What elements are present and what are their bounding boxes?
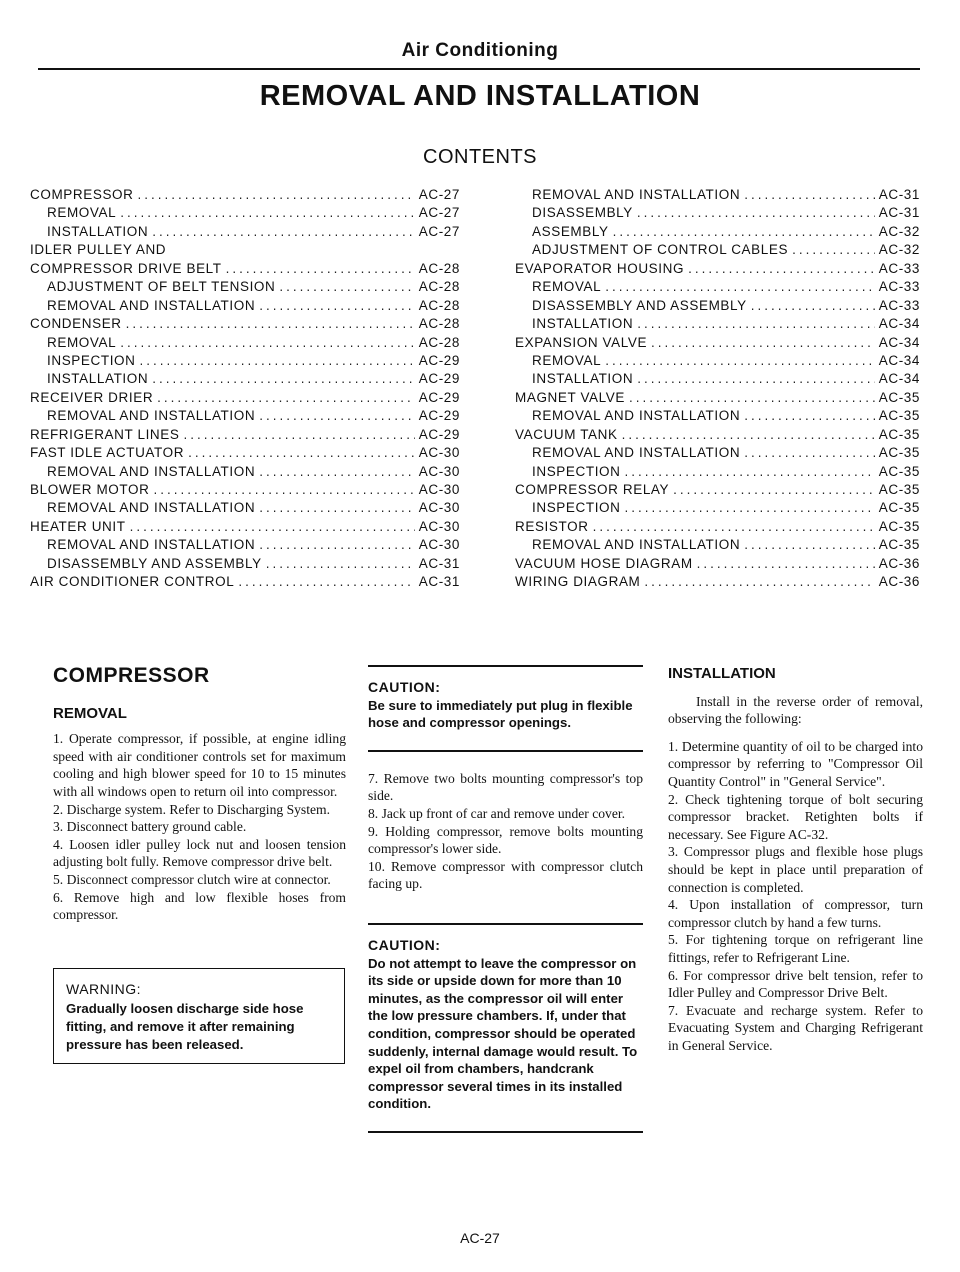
toc-entry-label: COMPRESSOR RELAY xyxy=(515,482,670,497)
toc-entry-page: AC-28 xyxy=(418,297,460,313)
toc-entry-page: AC-35 xyxy=(878,482,920,497)
toc-leader-dots xyxy=(226,261,415,276)
removal-step: 2. Discharge system. Refer to Discharging System. xyxy=(53,801,330,817)
toc-entry-page: AC-28 xyxy=(418,260,460,276)
toc-entry-page: AC-31 xyxy=(418,574,460,590)
toc-entry xyxy=(30,279,460,297)
toc-entry-label: RECEIVER DRIER xyxy=(30,389,154,405)
toc-entry-page: AC-35 xyxy=(878,463,920,479)
toc-leader-dots xyxy=(138,187,415,202)
toc-leader-dots xyxy=(622,427,875,442)
toc-entry-page: AC-34 xyxy=(878,334,920,350)
toc-entry xyxy=(30,445,460,463)
toc-entry xyxy=(30,224,460,242)
installation-intro: Install in the reverse order of removal, observing the following: xyxy=(668,693,923,727)
toc-leader-dots xyxy=(279,279,414,294)
toc-entry xyxy=(30,427,460,445)
toc-leader-dots xyxy=(605,353,875,368)
toc-entry xyxy=(30,261,460,279)
toc-leader-dots xyxy=(613,224,875,239)
caution-rule-bottom xyxy=(368,1131,643,1133)
caution-text: Be sure to immediately put plug in flexible hose and compressor openings. xyxy=(368,697,633,731)
toc-entry-label: DISASSEMBLY xyxy=(532,205,633,221)
toc-leader-dots xyxy=(259,537,415,552)
toc-entry-label: INSPECTION xyxy=(47,352,136,368)
caution-rule-top xyxy=(368,665,643,667)
toc-entry-page: AC-35 xyxy=(878,537,920,553)
toc-entry xyxy=(515,408,920,426)
toc-entry-page: AC-30 xyxy=(418,445,460,461)
toc-entry-label: DISASSEMBLY AND ASSEMBLY xyxy=(532,297,747,313)
removal-step: 8. Jack up front of car and remove under cover. xyxy=(368,805,626,821)
toc-leader-dots xyxy=(744,187,875,202)
toc-entry-label: REMOVAL AND INSTALLATION xyxy=(532,187,741,202)
installation-step: 5. For tightening torque on refrigerant line fittings, refer to Refrigerant Line. xyxy=(668,932,923,965)
toc-entry xyxy=(515,500,920,518)
page-title: REMOVAL AND INSTALLATION xyxy=(259,80,701,112)
toc-entry xyxy=(515,482,920,500)
toc-entry-label: COMPRESSOR xyxy=(30,187,134,202)
toc-entry-page: AC-29 xyxy=(418,408,460,424)
toc-entry-page: AC-29 xyxy=(418,426,460,442)
toc-entry xyxy=(515,464,920,482)
toc-entry xyxy=(30,464,460,482)
toc-entry xyxy=(30,482,460,500)
toc-entry xyxy=(515,205,920,223)
removal-step: 3. Disconnect battery ground cable. xyxy=(53,819,247,835)
toc-entry-label: MAGNET VALVE xyxy=(515,389,625,405)
toc-leader-dots xyxy=(792,242,875,257)
toc-entry-label: INSPECTION xyxy=(532,500,621,516)
toc-entry-page: AC-30 xyxy=(418,463,460,479)
toc-leader-dots xyxy=(744,408,875,423)
header-divider xyxy=(38,68,920,70)
removal-heading: REMOVAL xyxy=(53,704,127,722)
toc-entry-label: ADJUSTMENT OF BELT TENSION xyxy=(47,279,276,295)
body-column-1 xyxy=(53,665,346,1064)
toc-leader-dots xyxy=(140,353,415,368)
toc-entry-page: AC-36 xyxy=(878,555,920,571)
toc-entry xyxy=(515,445,920,463)
toc-entry-page: AC-33 xyxy=(878,297,920,313)
toc-entry-page: AC-35 xyxy=(878,389,920,405)
page-number: AC-27 xyxy=(460,1230,500,1246)
toc-entry xyxy=(30,390,460,408)
installation-step: 2. Check tightening torque of bolt securing compressor bracket. Retighten bolts if necessary. See Figure AC-32. xyxy=(668,791,923,842)
toc-entry xyxy=(30,205,460,223)
toc-entry xyxy=(515,279,920,297)
toc-entry-label: REMOVAL xyxy=(532,352,602,368)
section-title: Air Conditioning xyxy=(401,40,559,61)
toc-entry xyxy=(30,316,460,334)
toc-entry xyxy=(30,371,460,389)
toc-entry-label: ADJUSTMENT OF CONTROL CABLES xyxy=(532,242,789,258)
toc-entry-label: REMOVAL AND INSTALLATION xyxy=(47,500,256,516)
toc-leader-dots xyxy=(697,556,875,571)
toc-entry-page: AC-31 xyxy=(878,205,920,221)
toc-entry xyxy=(515,242,920,260)
toc-entry-label: ASSEMBLY xyxy=(532,223,609,239)
removal-step: 9. Holding compressor, remove bolts mounting compressor's lower side. xyxy=(368,823,643,857)
toc-entry-page: AC-30 xyxy=(418,537,460,553)
toc-right-column xyxy=(515,187,920,593)
removal-step: 5. Disconnect compressor clutch wire at connector. xyxy=(53,871,331,887)
body-column-3 xyxy=(668,665,923,1054)
caution-title: CAUTION: xyxy=(368,936,441,953)
installation-step: 1. Determine quantity of oil to be charged into compressor by referring to "Compressor Oil Quantity Control" in "General Service". xyxy=(668,738,923,789)
toc-entry-page: AC-31 xyxy=(878,187,920,202)
toc-entry-page: AC-35 xyxy=(878,445,920,461)
toc-entry xyxy=(30,500,460,518)
toc-entry-page: AC-28 xyxy=(418,334,460,350)
toc-leader-dots xyxy=(625,500,875,515)
toc-entry xyxy=(30,537,460,555)
toc-leader-dots xyxy=(751,298,875,313)
toc-leader-dots xyxy=(188,445,415,460)
toc-entry-page: AC-29 xyxy=(418,371,460,387)
toc-entry xyxy=(515,537,920,555)
toc-entry-page: AC-30 xyxy=(418,518,460,534)
toc-leader-dots xyxy=(157,390,415,405)
toc-leader-dots xyxy=(120,335,415,350)
toc-leader-dots xyxy=(593,519,875,534)
toc-entry-page: AC-35 xyxy=(878,408,920,424)
toc-leader-dots xyxy=(605,279,875,294)
toc-entry-page: AC-34 xyxy=(878,316,920,332)
caution-title: CAUTION: xyxy=(368,679,441,695)
toc-entry-page: AC-28 xyxy=(418,316,460,332)
toc-entry-label: AIR CONDITIONER CONTROL xyxy=(30,574,235,590)
toc-entry xyxy=(30,556,460,574)
toc-leader-dots xyxy=(688,261,875,276)
toc-entry-label: REMOVAL AND INSTALLATION xyxy=(532,408,741,424)
toc-entry-page: AC-30 xyxy=(418,500,460,516)
toc-leader-dots xyxy=(673,482,875,497)
toc-entry-label: INSPECTION xyxy=(532,463,621,479)
toc-entry-page: AC-32 xyxy=(878,223,920,239)
toc-leader-dots xyxy=(625,464,875,479)
toc-leader-dots xyxy=(152,371,415,386)
toc-entry-label: WIRING DIAGRAM xyxy=(515,574,641,590)
warning-box xyxy=(53,968,345,1064)
toc-entry xyxy=(515,353,920,371)
toc-entry-page: AC-29 xyxy=(418,389,460,405)
warning-title: WARNING: xyxy=(66,980,142,997)
toc-leader-dots xyxy=(266,556,415,571)
toc-leader-dots xyxy=(644,574,874,589)
toc-entry-page: AC-27 xyxy=(418,187,460,202)
toc-entry-label: REMOVAL AND INSTALLATION xyxy=(47,537,256,553)
toc-entry-page: AC-35 xyxy=(878,518,920,534)
toc-entry-label: REMOVAL xyxy=(532,279,602,295)
toc-leader-dots xyxy=(120,205,415,220)
toc-leader-dots xyxy=(637,205,875,220)
toc-entry-label: REMOVAL AND INSTALLATION xyxy=(532,537,741,553)
body-column-2 xyxy=(368,665,643,1133)
toc-leader-dots xyxy=(637,316,875,331)
toc-leader-dots xyxy=(651,335,875,350)
toc-entry xyxy=(30,574,460,592)
caution-rule-top xyxy=(368,923,643,925)
toc-leader-dots xyxy=(130,519,415,534)
toc-entry-label: INSTALLATION xyxy=(532,371,634,387)
removal-step: 4. Loosen idler pulley lock nut and loosen tension adjusting bolt fully. Remove compressor drive belt. xyxy=(53,836,346,870)
toc-entry-label: REMOVAL xyxy=(47,205,117,221)
toc-entry xyxy=(30,298,460,316)
toc-leader-dots xyxy=(259,500,415,515)
removal-step: 6. Remove high and low flexible hoses from compressor. xyxy=(53,889,346,923)
toc-entry-label: INSTALLATION xyxy=(47,223,149,239)
toc-entry-page: AC-32 xyxy=(878,242,920,258)
toc-leader-dots xyxy=(183,427,414,442)
toc-entry xyxy=(515,298,920,316)
warning-text: Gradually loosen discharge side hose fitting, and remove it after remaining pressure has been released. xyxy=(66,1001,304,1052)
toc-entry xyxy=(515,390,920,408)
toc-entry-label: REMOVAL AND INSTALLATION xyxy=(47,408,256,424)
toc-entry-label: INSTALLATION xyxy=(47,371,149,387)
toc-entry xyxy=(515,187,920,205)
toc-entry-label: HEATER UNIT xyxy=(30,518,126,534)
toc-entry-label: CONDENSER xyxy=(30,316,122,332)
toc-leader-dots xyxy=(629,390,875,405)
toc-entry xyxy=(30,408,460,426)
toc-entry xyxy=(30,335,460,353)
toc-entry xyxy=(515,427,920,445)
toc-entry-page: AC-33 xyxy=(878,260,920,276)
caution-text: Do not attempt to leave the compressor on its side or upside down for more than 10 minutes, as the compressor oil will enter the low pressure chambers. If, under that condition, compressor should be operated suddenly, internal damage would result. To expel oil from chambers, handcrank compressor several times in its installed condition. xyxy=(368,955,638,1112)
toc-entry-page: AC-34 xyxy=(878,371,920,387)
toc-entry xyxy=(515,261,920,279)
toc-entry-label: BLOWER MOTOR xyxy=(30,482,150,497)
toc-leader-dots xyxy=(152,224,415,239)
toc-entry-page: AC-34 xyxy=(878,352,920,368)
toc-entry-page: AC-35 xyxy=(878,426,920,442)
toc-entry-page: AC-30 xyxy=(418,482,460,497)
toc-entry-page: AC-31 xyxy=(418,555,460,571)
toc-entry xyxy=(515,335,920,353)
removal-step: 1. Operate compressor, if possible, at engine idling speed with air conditioner controls set for maximum cooling and high blower speed for 10 to 15 minutes with all windows open to return oil into compressor. xyxy=(53,731,346,799)
toc-leader-dots xyxy=(259,408,415,423)
toc-entry-label: FAST IDLE ACTUATOR xyxy=(30,445,185,461)
installation-step: 4. Upon installation of compressor, turn compressor clutch by hand a few turns. xyxy=(668,897,923,930)
toc-entry-label: REMOVAL AND INSTALLATION xyxy=(47,463,256,479)
toc-entry-page: AC-28 xyxy=(418,279,460,295)
toc-entry xyxy=(515,371,920,389)
toc-entry xyxy=(30,187,460,205)
installation-step: 6. For compressor drive belt tension, refer to Idler Pulley and Compressor Drive Belt. xyxy=(668,967,923,1001)
toc-entry xyxy=(515,519,920,537)
removal-step: 10. Remove compressor with compressor clutch facing up. xyxy=(368,858,643,892)
installation-step: 3. Compressor plugs and flexible hose plugs should be kept in place until preparation of connection is completed. xyxy=(668,844,923,895)
toc-entry-label: COMPRESSOR DRIVE BELT xyxy=(30,260,222,276)
caution-rule-bottom xyxy=(368,750,643,752)
compressor-heading: COMPRESSOR xyxy=(53,664,210,687)
installation-step: 7. Evacuate and recharge system. Refer to Evacuating System and Charging Refrigerant in General Service. xyxy=(668,1002,923,1053)
toc-entry-label: REMOVAL xyxy=(47,334,117,350)
toc-leader-dots xyxy=(744,537,875,552)
toc-entry xyxy=(30,242,460,260)
toc-entry-label: VACUUM TANK xyxy=(515,426,618,442)
toc-leader-dots xyxy=(744,445,875,460)
toc-entry-page: AC-29 xyxy=(418,352,460,368)
toc-entry-label: IDLER PULLEY AND xyxy=(30,242,167,258)
toc-entry-page: AC-36 xyxy=(878,574,920,590)
toc-leader-dots xyxy=(126,316,415,331)
installation-heading: INSTALLATION xyxy=(668,665,776,682)
toc-entry-page: AC-27 xyxy=(418,205,460,221)
toc-entry-label: DISASSEMBLY AND ASSEMBLY xyxy=(47,555,262,571)
toc-left-column xyxy=(30,187,460,593)
toc-entry-label: REFRIGERANT LINES xyxy=(30,426,180,442)
removal-step: 7. Remove two bolts mounting compressor's top side. xyxy=(368,770,643,804)
toc-entry-label: EVAPORATOR HOUSING xyxy=(515,260,685,276)
toc-entry-label: REMOVAL AND INSTALLATION xyxy=(532,445,741,461)
toc-leader-dots xyxy=(637,371,875,386)
toc-entry xyxy=(30,353,460,371)
toc-entry-label: INSTALLATION xyxy=(532,316,634,332)
toc-entry-label: RESISTOR xyxy=(515,518,589,534)
contents-title: CONTENTS xyxy=(423,146,537,168)
toc-leader-dots xyxy=(259,298,415,313)
toc-leader-dots xyxy=(238,574,414,589)
toc-entry-label: VACUUM HOSE DIAGRAM xyxy=(515,555,693,571)
toc-leader-dots xyxy=(153,482,414,497)
toc-entry-page: AC-35 xyxy=(878,500,920,516)
toc-entry xyxy=(515,556,920,574)
toc-leader-dots xyxy=(259,464,415,479)
toc-entry xyxy=(515,224,920,242)
toc-entry-page: AC-27 xyxy=(418,223,460,239)
toc-entry-label: REMOVAL AND INSTALLATION xyxy=(47,297,256,313)
toc-entry xyxy=(515,574,920,592)
toc-entry xyxy=(30,519,460,537)
toc-entry xyxy=(515,316,920,334)
toc-entry-page: AC-33 xyxy=(878,279,920,295)
toc-entry-label: EXPANSION VALVE xyxy=(515,334,648,350)
